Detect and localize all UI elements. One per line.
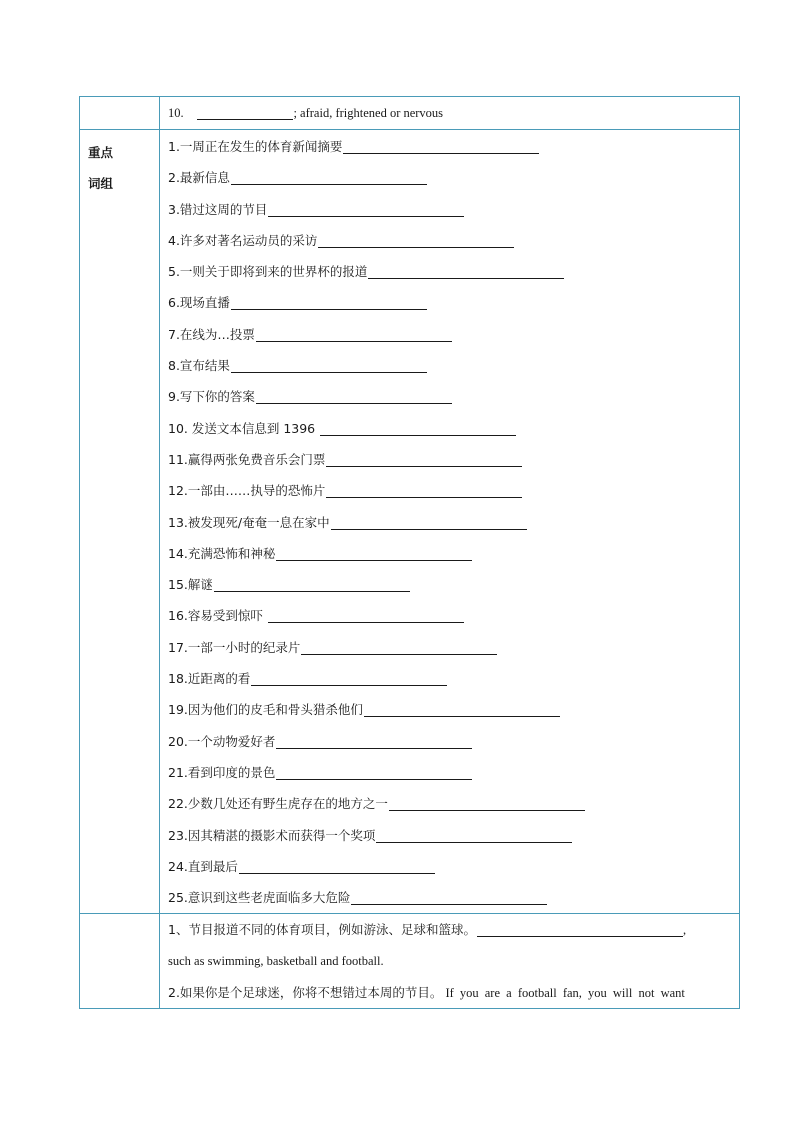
phrase-item — [168, 381, 739, 412]
answer-blank[interactable] — [318, 246, 514, 248]
section-label-cell — [80, 130, 160, 914]
phrase-text: 25.意识到这些老虎面临多大危险 — [168, 890, 351, 906]
phrase-text: 8.宣布结果 — [168, 358, 230, 374]
sentence-cell — [160, 914, 740, 1009]
answer-blank[interactable] — [351, 903, 547, 905]
phrase-text: 5.一则关于即将到来的世界杯的报道 — [168, 264, 368, 280]
phrase-text: 16.容易受到惊吓 — [168, 608, 267, 624]
label-cell-empty — [80, 97, 160, 130]
phrase-text: 7.在线为…投票 — [168, 326, 255, 342]
phrase-item — [168, 882, 739, 913]
answer-blank[interactable] — [376, 841, 572, 843]
phrase-text: 3.错过这周的节目 — [168, 201, 268, 217]
answer-blank[interactable] — [331, 528, 527, 530]
phrase-item — [168, 663, 739, 694]
table-row — [80, 97, 740, 130]
phrase-text: 19.因为他们的皮毛和骨头猎杀他们 — [168, 702, 363, 718]
phrase-text: 20.一个动物爱好者 — [168, 733, 276, 749]
phrase-text: 2.最新信息 — [168, 170, 230, 186]
sentence-line — [168, 946, 733, 977]
phrase-item — [168, 726, 739, 757]
phrase-text: 4.许多对著名运动员的采访 — [168, 232, 318, 248]
exercise-table — [79, 96, 740, 1009]
answer-blank[interactable] — [343, 152, 539, 154]
item-number: 10. — [168, 106, 184, 120]
section-label-line: 重点 — [88, 145, 114, 160]
phrase-item — [168, 851, 739, 882]
table-row — [80, 914, 740, 1009]
phrase-item — [168, 600, 739, 631]
phrase-text: 14.充满恐怖和神秘 — [168, 545, 276, 561]
answer-blank[interactable] — [389, 809, 585, 811]
phrase-text: 13.被发现死/奄奄一息在家中 — [168, 514, 330, 530]
answer-blank[interactable] — [268, 215, 464, 217]
phrase-item — [168, 757, 739, 788]
definition-line — [160, 97, 739, 129]
phrase-item — [168, 256, 739, 287]
answer-blank[interactable] — [256, 402, 452, 404]
definition-text: ; afraid, frightened or nervous — [293, 106, 444, 120]
answer-blank[interactable] — [231, 308, 427, 310]
phrase-item — [168, 350, 739, 381]
answer-blank[interactable] — [239, 872, 435, 874]
worksheet — [79, 96, 739, 1009]
phrase-text: 11.赢得两张免费音乐会门票 — [168, 451, 326, 467]
answer-blank[interactable] — [256, 340, 452, 342]
phrase-item — [168, 287, 739, 318]
sentence-english: If you are a football fan, you will not want — [445, 986, 685, 1001]
answer-blank[interactable] — [214, 590, 410, 592]
phrase-item — [168, 444, 739, 475]
answer-blank[interactable] — [231, 183, 427, 185]
phrase-text: 15.解谜 — [168, 577, 213, 593]
phrase-text: 22.少数几处还有野生虎存在的地方之一 — [168, 796, 388, 812]
phrase-list — [160, 131, 739, 913]
phrase-text: 9.写下你的答案 — [168, 389, 255, 405]
phrase-item — [168, 694, 739, 725]
sentence-english: such as swimming, basketball and football. — [168, 953, 384, 968]
answer-blank[interactable] — [301, 653, 497, 655]
phrase-item — [168, 788, 739, 819]
phrase-text: 24.直到最后 — [168, 858, 238, 874]
label-cell-empty — [80, 914, 160, 1009]
answer-blank[interactable] — [320, 434, 516, 436]
section-label-line: 词组 — [88, 176, 114, 191]
phrase-item — [168, 131, 739, 162]
phrase-text: 23.因其精湛的摄影术而获得一个奖项 — [168, 827, 376, 843]
phrase-cell — [160, 130, 740, 914]
phrase-text: 18.近距离的看 — [168, 671, 251, 687]
answer-blank[interactable] — [368, 277, 564, 279]
phrase-item — [168, 194, 739, 225]
phrase-item — [168, 413, 739, 444]
phrase-text: 12.一部由……执导的恐怖片 — [168, 483, 326, 499]
phrase-text: 6.现场直播 — [168, 295, 230, 311]
sentence-line — [168, 977, 733, 1008]
answer-blank[interactable] — [276, 559, 472, 561]
answer-blank[interactable] — [268, 621, 464, 623]
sentence-chinese: 1、节目报道不同的体育项目，例如游泳、足球和篮球。 — [168, 922, 476, 938]
phrase-item — [168, 538, 739, 569]
sentence-list — [160, 914, 739, 1008]
phrase-item — [168, 475, 739, 506]
phrase-text: 10. 发送文本信息到 1396 — [168, 420, 320, 436]
phrase-text: 21.看到印度的景色 — [168, 764, 276, 780]
answer-blank[interactable] — [197, 118, 293, 120]
answer-blank[interactable] — [364, 715, 560, 717]
answer-blank[interactable] — [276, 747, 472, 749]
phrase-item — [168, 225, 739, 256]
section-label — [80, 130, 159, 199]
phrase-item — [168, 319, 739, 350]
answer-blank[interactable] — [326, 496, 522, 498]
content-cell — [160, 97, 740, 130]
table-row — [80, 130, 740, 914]
answer-blank[interactable] — [231, 371, 427, 373]
answer-blank[interactable] — [477, 935, 683, 937]
phrase-text: 17.一部一小时的纪录片 — [168, 639, 301, 655]
sentence-punct: , — [682, 923, 687, 938]
answer-blank[interactable] — [251, 684, 447, 686]
answer-blank[interactable] — [276, 778, 472, 780]
answer-blank[interactable] — [326, 465, 522, 467]
phrase-item — [168, 569, 739, 600]
sentence-line — [168, 914, 733, 945]
phrase-item — [168, 162, 739, 193]
phrase-item — [168, 820, 739, 851]
sentence-chinese: 2.如果你是个足球迷，你将不想错过本周的节目。 — [168, 985, 443, 1001]
phrase-item — [168, 507, 739, 538]
phrase-item — [168, 632, 739, 663]
phrase-text: 1.一周正在发生的体育新闻摘要 — [168, 139, 343, 154]
